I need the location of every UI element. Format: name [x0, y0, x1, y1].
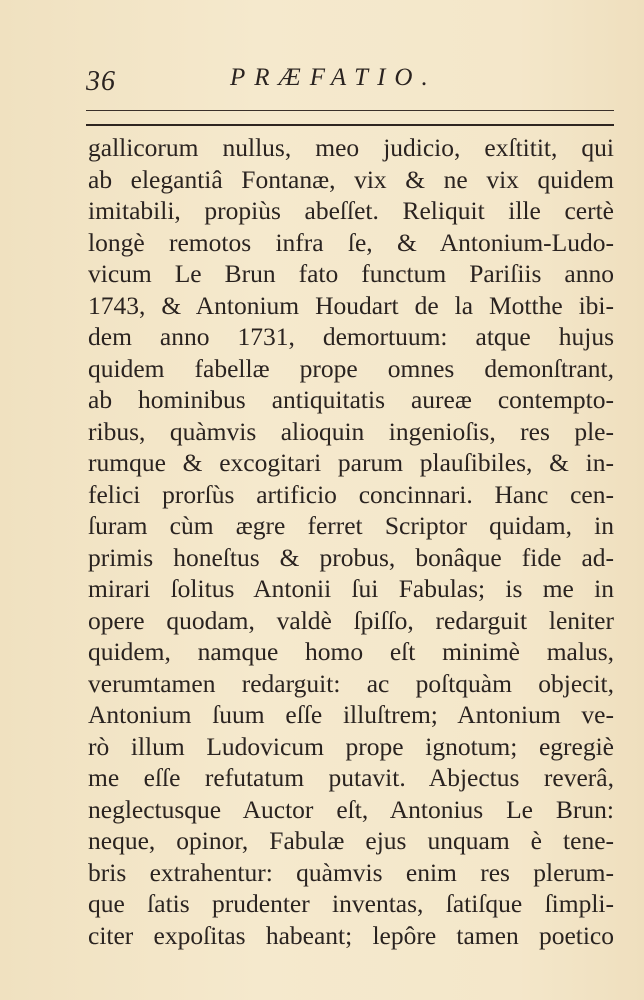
running-head: PRÆFATIO. — [230, 64, 437, 91]
text-line: dem anno 1731, demortuum: atque hujus — [88, 322, 614, 351]
text-line: bris extrahentur: quàmvis enim res plerum- — [88, 857, 614, 887]
text-line: verumtamen redarguit: ac poſtquàm objecit, — [88, 668, 614, 698]
text-line: quidem, namque homo eſt minimè malus, — [88, 637, 614, 666]
header-rule-thick — [86, 124, 614, 126]
text-line: imitabili, propiùs abeſſet. Reliquit ille certè — [88, 196, 614, 225]
text-line: gallicorum nullus, meo judicio, exſtitit, qui — [88, 133, 614, 162]
text-line: neque, opinor, Fabulæ ejus unquam è tene- — [88, 826, 614, 855]
text-line: Antonium ſuum eſſe illuſtrem; Antonium ve- — [88, 700, 614, 729]
text-line: ſuram cùm ægre ferret Scriptor quidam, in — [88, 511, 614, 540]
text-line: opere quodam, valdè ſpiſſo, redarguit leniter — [88, 605, 614, 635]
header-rule-thin — [86, 110, 614, 111]
text-line: mirari ſolitus Antonii ſui Fabulas; is me in — [88, 574, 614, 603]
body-text — [88, 132, 614, 952]
text-line: rumque & excogitari parum plauſibiles, & in- — [88, 448, 614, 477]
text-line: 1743, & Antonium Houdart de la Motthe ibi- — [88, 290, 614, 320]
text-line: ab elegantiâ Fontanæ, vix & ne vix quidem — [88, 164, 614, 194]
text-line: longè remotos infra ſe, & Antonium-Ludo- — [88, 227, 614, 257]
text-line: rò illum Ludovicum prope ignotum; egregiè — [88, 731, 614, 761]
text-line: ab hominibus antiquitatis aureæ contempto- — [88, 385, 614, 414]
text-line: neglectusque Auctor eſt, Antonius Le Brun: — [88, 794, 614, 824]
text-line: me eſſe refutatum putavit. Abjectus reverâ, — [88, 763, 614, 792]
text-line: vicum Le Brun fato functum Pariſiis anno — [88, 259, 614, 288]
page-header — [80, 62, 620, 102]
text-line: primis honeſtus & probus, bonâque fide ad- — [88, 542, 614, 572]
text-line: citer expoſitas habeant; lepôre tamen poetico — [88, 920, 614, 950]
page-number: 36 — [86, 66, 116, 97]
text-line: felici prorſùs artificio concinnari. Hanc cen- — [88, 479, 614, 509]
text-line: que ſatis prudenter inventas, ſatiſque ſimpli- — [88, 889, 614, 918]
text-line: ribus, quàmvis alioquin ingenioſis, res ple- — [88, 416, 614, 446]
text-line: quidem fabellæ prope omnes demonſtrant, — [88, 353, 614, 383]
